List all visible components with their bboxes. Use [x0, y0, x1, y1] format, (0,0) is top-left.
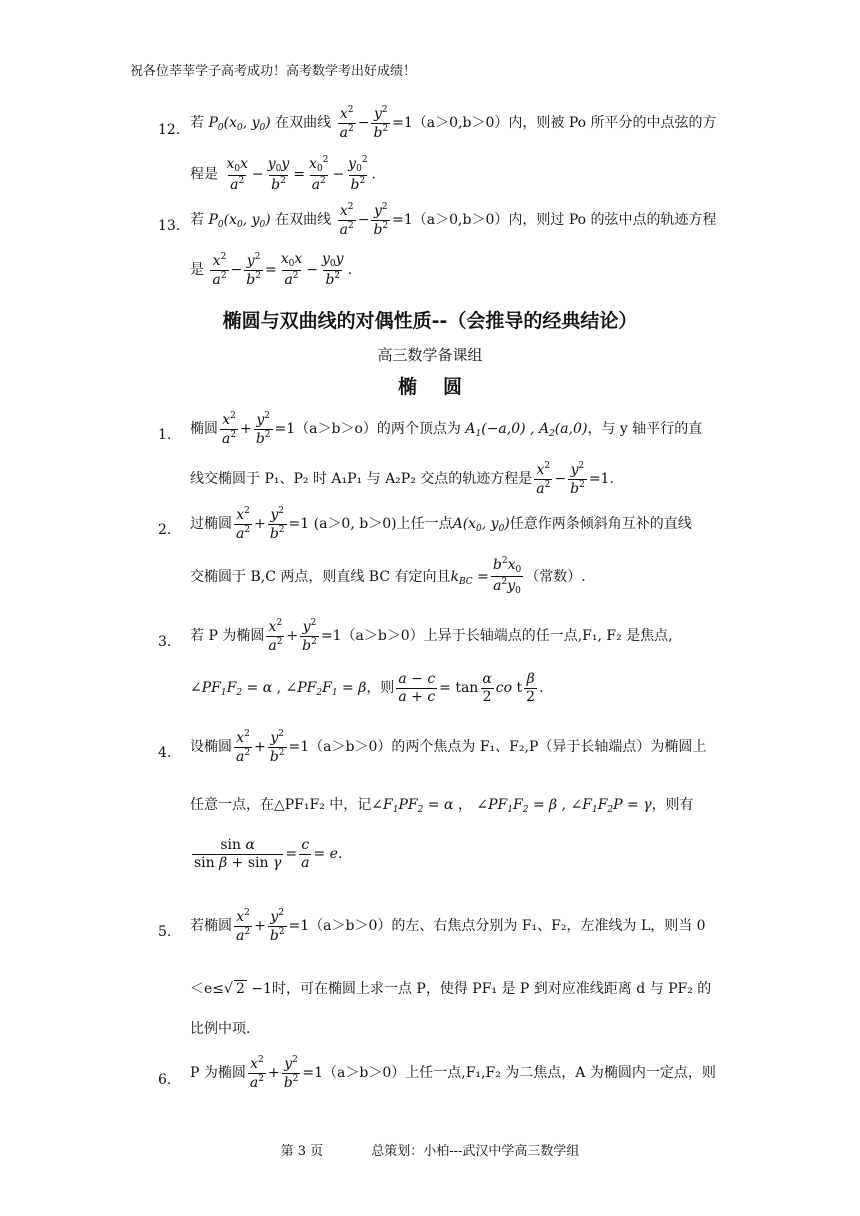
- math-fraction: $\frac{x^2}{a^2}$: [236, 506, 251, 542]
- math-fraction: $\frac{c}{a}$: [301, 837, 310, 871]
- item-text: .: [609, 471, 614, 488]
- item-text: 时，可在椭圆上求一点 P，使得 PF₁ 是 P 到对应准线距离 d 与 PF₂ 的: [271, 981, 712, 997]
- item-text: 在双曲线: [275, 212, 332, 229]
- item-number: 13.: [158, 218, 181, 234]
- item-number: 5.: [158, 924, 172, 940]
- math-expression: $\angle PF_2F_1 = \beta$: [285, 680, 367, 699]
- item-text: 任意作两条倾斜角互补的直线: [509, 516, 692, 533]
- item-text: P 为椭圆: [190, 1065, 246, 1082]
- item-3-line-1: 若 P 为椭圆 $\frac{x^2}{a^2}$ + $\frac{y^2}{b^2}$ =1（a＞b＞0）上异于长轴端点的任一点,F₁, F₂ 是焦点,: [190, 618, 673, 654]
- item-12-line-1: 若 $P_0(x_0$, $y_0$) 在双曲线 $\frac{x^2}{a^2}$ − $\frac{y^2}{b^2}$ =1（a＞0,b＞0）内，则被 Po 所平分的中点弦的方: [190, 105, 717, 141]
- item-text: 若: [190, 212, 204, 229]
- item-text: 交椭圆于 B,C 两点，则直线 BC 有定向且: [190, 568, 451, 585]
- math-fraction: $\frac{b^2x_0}{a^2y_0}$: [492, 556, 522, 597]
- item-text: .: [539, 680, 544, 697]
- page-number: 第 3 页: [280, 1144, 324, 1159]
- item-4-line-1: 设椭圆 $\frac{x^2}{a^2}$ + $\frac{y^2}{b^2}$ =1（a＞b＞0）的两个焦点为 F₁、F₂,P（异于长轴端点）为椭圆上: [190, 729, 707, 765]
- math-fraction: $\frac{x_0^2}{a^2}$: [309, 155, 329, 194]
- item-text: （常数）.: [525, 568, 586, 585]
- page-header: 祝各位莘莘学子高考成功！高考数学考出好成绩！: [130, 64, 417, 79]
- math-expression: √ 2 −1: [224, 981, 272, 997]
- item-text: 若椭圆: [190, 918, 232, 935]
- item-text: 过椭圆: [190, 516, 232, 533]
- math-fraction: $\frac{a - c}{a + c}$: [398, 671, 436, 705]
- section-subtitle: 高三数学备课组: [377, 346, 483, 364]
- math-fraction: $\frac{y^2}{b^2}$: [570, 461, 585, 497]
- math-fraction: $\frac{\text{sin α}}{\text{sin β + sin γ}}$: [194, 837, 282, 871]
- item-4-line-3: $\frac{\text{sin α}}{\text{sin β + sin γ}}$ = $\frac{c}{a}$ = e.: [194, 837, 343, 871]
- math-fraction: $\frac{x_0x}{a^2}$: [226, 155, 248, 193]
- item-text: （a＞b＞0）的两个焦点为 F₁、F₂,P（异于长轴端点）为椭圆上: [309, 739, 707, 756]
- math-expression: $k_{BC}$: [450, 568, 473, 587]
- math-expression: $A_1(-a,0)$ , $A_2(a,0)$: [465, 421, 588, 440]
- math-fraction: $\frac{x^2}{a^2}$: [339, 105, 354, 141]
- item-text: （a＞b＞0）的左、右焦点分别为 F₁、F₂，左准线为 L，则当 0: [309, 918, 706, 935]
- item-5-line-2: [190, 978, 711, 998]
- item-4-line-2: 任意一点，在△PF₁F₂ 中，记$\angle F_1PF_2 = \alpha$ ， $\angle PF_1F_2 = \beta$ , $\angle F_1F_2P = \gamma$，则有: [190, 797, 694, 815]
- item-2-line-2: 交椭圆于 B,C 两点，则直线 BC 有定向且$k_{BC}$ = $\frac{b^2x_0}{a^2y_0}$ （常数）.: [190, 556, 586, 597]
- item-text: 设椭圆: [190, 739, 232, 756]
- item-text: 若 P 为椭圆: [190, 628, 265, 645]
- math-fraction: $\frac{x^2}{a^2}$: [339, 202, 354, 238]
- math-fraction: $\frac{y^2}{b^2}$: [283, 1055, 299, 1091]
- math-fraction: $\frac{x^2}{a^2}$: [236, 729, 251, 765]
- item-text: 是: [190, 262, 204, 279]
- math-fraction: $\frac{x^2}{a^2}$: [268, 618, 283, 654]
- item-text: 若: [190, 115, 204, 132]
- item-text: 线交椭圆于 P₁、P₂ 时 A₁P₁ 与 A₂P₂ 交点的轨迹方程是: [190, 471, 533, 488]
- item-text: （a＞0,b＞0）内，则被 Po 所平分的中点弦的方: [412, 115, 717, 132]
- item-text: （a＞b＞o）的两个顶点为: [295, 421, 461, 438]
- math-fraction: $\frac{x^2}{a^2}$: [236, 908, 251, 944]
- math-fraction: $\frac{y_0^2}{b^2}$: [348, 155, 368, 194]
- math-fraction: $\frac{x^2}{a^2}$: [222, 411, 237, 447]
- item-number: 1.: [158, 427, 172, 443]
- item-number: 2.: [158, 522, 172, 538]
- item-text: ，与 y 轴平行的直: [587, 421, 703, 438]
- math-fraction: $\frac{x^2}{a^2}$: [249, 1055, 264, 1091]
- item-13-line-2: 是 $\frac{x^2}{a^2}$ − $\frac{y^2}{b^2}$ = $\frac{x_0x}{a^2}$ − $\frac{y_0y}{b^2}$ .: [190, 251, 353, 289]
- item-text: （a＞b＞0）上异于长轴端点的任一点,F₁, F₂ 是焦点,: [341, 628, 673, 645]
- section-title: 椭圆与双曲线的对偶性质--（会推导的经典结论）: [222, 310, 638, 332]
- item-text: 程是: [190, 166, 218, 183]
- item-12-line-2: 程是 $\frac{x_0x}{a^2}$ − $\frac{y_0y}{b^2}$ = $\frac{x_0^2}{a^2}$ − $\frac{y_0^2}{b^2}$ .: [190, 155, 376, 194]
- math-expression: $\angle PF_1F_2 = \alpha$: [190, 680, 273, 699]
- math-fraction: $\frac{y^2}{b^2}$: [373, 202, 389, 238]
- footer-author: 总策划：小柏---武汉中学高三数学组: [371, 1144, 580, 1159]
- math-fraction: $\frac{y^2}{b^2}$: [269, 729, 285, 765]
- math-fraction: $\frac{\beta}{2}$: [526, 671, 536, 705]
- item-1-line-1: 椭圆 $\frac{x^2}{a^2}$ + $\frac{y^2}{b^2}$ =1（a＞b＞o）的两个顶点为 $A_1(-a,0)$ , $A_2(a,0)$，与 y 轴平行的直: [190, 411, 703, 447]
- item-1-line-2: 线交椭圆于 P₁、P₂ 时 A₁P₁ 与 A₂P₂ 交点的轨迹方程是 $\frac{x^2}{a^2}$ − $\frac{y^2}{b^2}$ =1.: [190, 461, 614, 497]
- item-5-line-1: 若椭圆 $\frac{x^2}{a^2}$ + $\frac{y^2}{b^2}$ =1（a＞b＞0）的左、右焦点分别为 F₁、F₂，左准线为 L，则当 0: [190, 908, 706, 944]
- item-text: （a＞0,b＞0）内，则过 Po 的弦中点的轨迹方程: [412, 212, 717, 229]
- math-fraction: $\frac{y_0y}{b^2}$: [267, 155, 290, 193]
- item-6-line-1: P 为椭圆 $\frac{x^2}{a^2}$ + $\frac{y^2}{b^2}$ =1（a＞b＞0）上任一点,F₁,F₂ 为二焦点，A 为椭圆内一定点，则: [190, 1055, 716, 1091]
- item-text: （a＞b＞0）上任一点,F₁,F₂ 为二焦点，A 为椭圆内一定点，则: [323, 1065, 716, 1082]
- math-fraction: $\frac{x^2}{a^2}$: [212, 251, 227, 288]
- item-number: 4.: [158, 745, 172, 761]
- item-text: ，则有: [651, 797, 694, 813]
- item-number: 12.: [158, 122, 181, 138]
- section-heading: 椭圆: [397, 376, 488, 398]
- item-text: ＜e≤: [190, 981, 225, 997]
- item-text: .: [371, 166, 376, 183]
- math-fraction: $\frac{y^2}{b^2}$: [255, 411, 271, 447]
- item-text: .: [347, 262, 353, 279]
- item-text: .: [337, 846, 343, 863]
- math-fraction: $\frac{y^2}{b^2}$: [269, 908, 285, 944]
- math-fraction: $\frac{y_0y}{b^2}$: [322, 251, 344, 289]
- math-expression: $\angle F_1PF_2 = \alpha$: [371, 797, 454, 815]
- math-expression: $\angle PF_1F_2 = \beta$ , $\angle F_1F_2P = \gamma$: [476, 797, 652, 815]
- item-2-line-1: 过椭圆 $\frac{x^2}{a^2}$ + $\frac{y^2}{b^2}$ =1 (a＞0, b＞0)上任一点$A(x_0$, $y_0$)任意作两条倾斜角互补的直线: [190, 506, 692, 542]
- item-number: 6.: [158, 1072, 172, 1088]
- math-expression: $P_0(x_0$, $y_0$): [208, 212, 271, 231]
- math-fraction: $\frac{x^2}{a^2}$: [536, 461, 551, 497]
- item-text: 比例中项.: [190, 1021, 251, 1037]
- page-footer: [0, 1140, 860, 1159]
- math-fraction: $\frac{\alpha}{2}$: [482, 671, 492, 705]
- item-5-line-3: [190, 1018, 250, 1038]
- item-text: (a＞0, b＞0)上任一点: [313, 516, 453, 533]
- item-number: 3.: [158, 634, 172, 650]
- math-fraction: $\frac{y^2}{b^2}$: [246, 251, 261, 288]
- math-expression: $A(x_0$, $y_0$): [452, 516, 510, 535]
- item-text: 在双曲线: [275, 115, 332, 132]
- item-text: 任意一点，在△PF₁F₂ 中，记: [190, 797, 372, 813]
- math-fraction: $\frac{y^2}{b^2}$: [269, 506, 285, 542]
- item-text: ，则: [366, 680, 395, 697]
- math-fraction: $\frac{x_0x}{a^2}$: [280, 251, 303, 289]
- item-13-line-1: 若 $P_0(x_0$, $y_0$) 在双曲线 $\frac{x^2}{a^2}$ − $\frac{y^2}{b^2}$ =1（a＞0,b＞0）内，则过 Po 的弦中点的轨迹方程: [190, 202, 717, 238]
- math-fraction: $\frac{y^2}{b^2}$: [302, 618, 317, 654]
- item-text: 椭圆: [190, 421, 218, 438]
- math-expression: $P_0(x_0$, $y_0$): [208, 115, 271, 134]
- math-fraction: $\frac{y^2}{b^2}$: [373, 105, 389, 141]
- item-3-line-2: $\angle PF_1F_2 = \alpha$ , $\angle PF_2F_1 = \beta$，则 $\frac{a - c}{a + c}$ = tan $\frac{\alpha}{2}$ co t $\frac{\beta}{2}$ .: [190, 671, 544, 705]
